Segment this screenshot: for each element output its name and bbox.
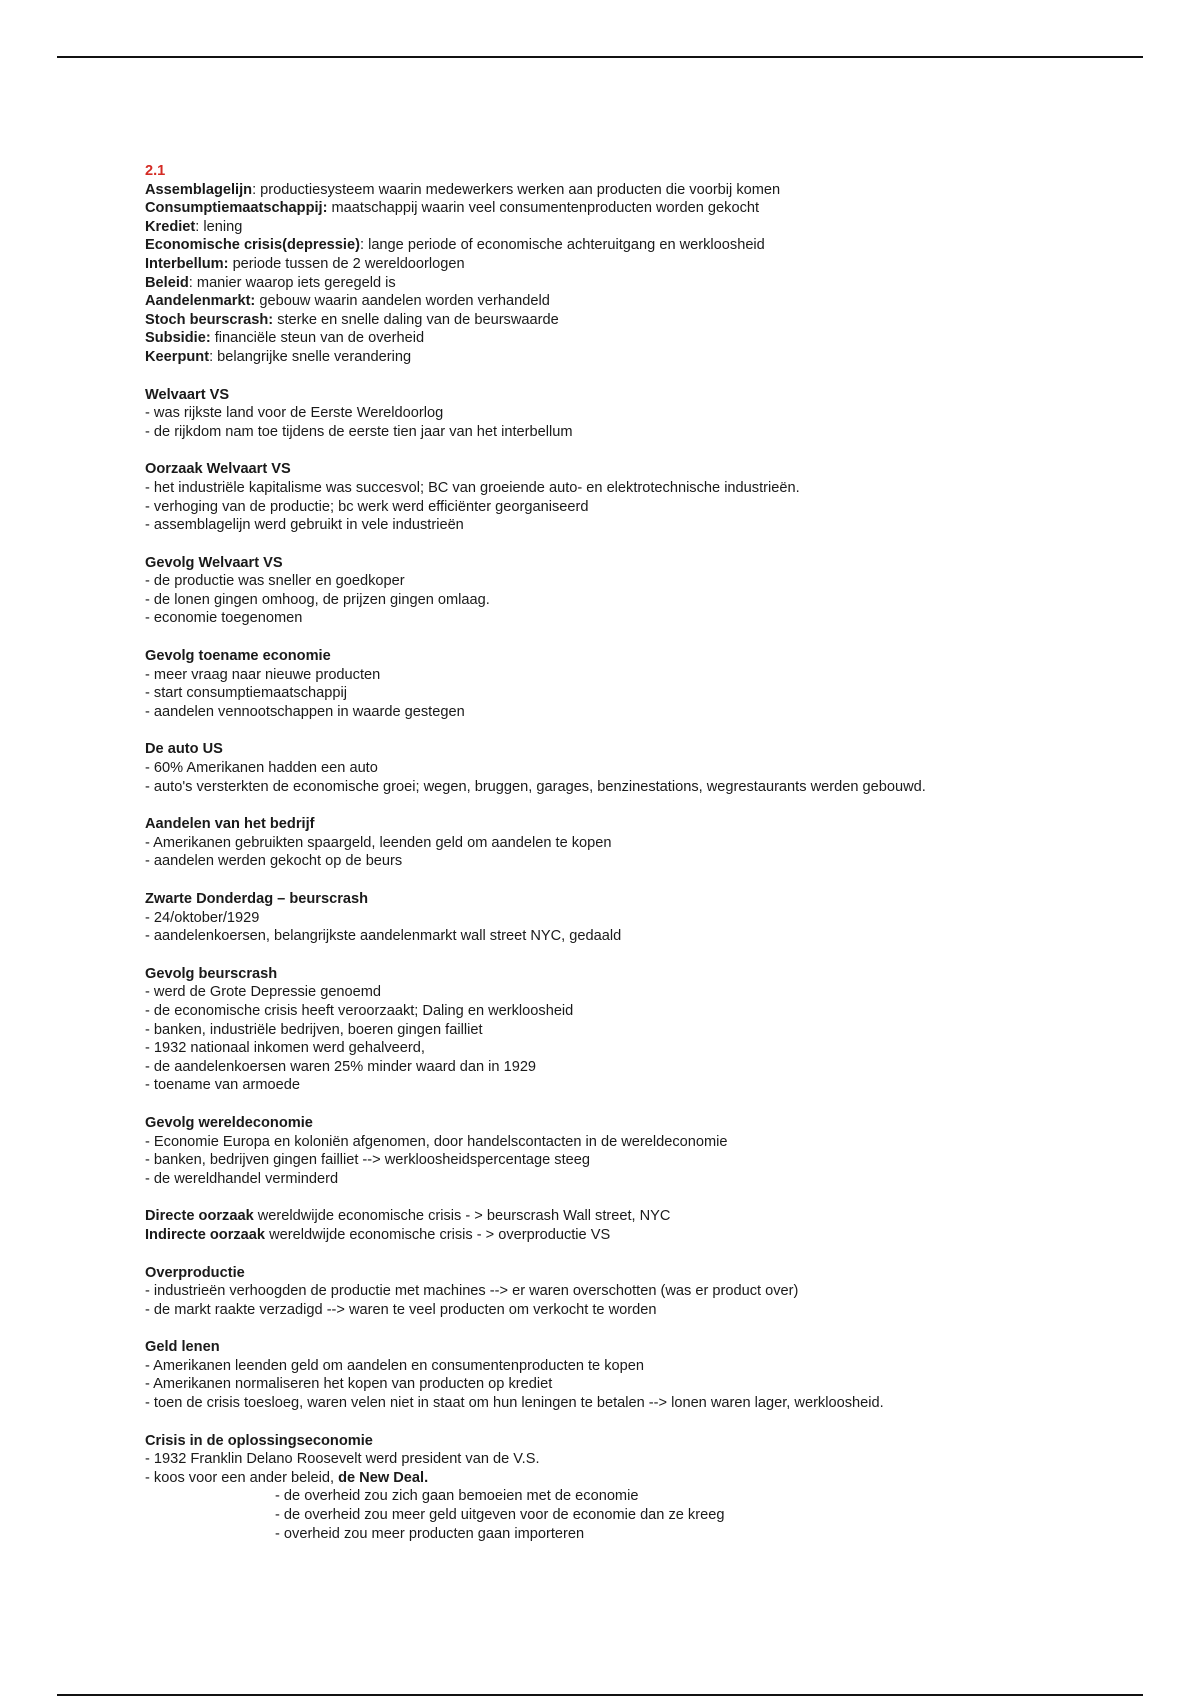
list-item: - banken, bedrijven gingen failliet --> werkloosheidspercentage steeg <box>145 1152 590 1169</box>
cause-line: Indirecte oorzaak wereldwijde economische crisis - > overproductie VS <box>145 1226 611 1243</box>
section-heading: Crisis in de oplossingseconomie <box>145 1432 373 1449</box>
list-item: - de lonen gingen omhoog, de prijzen gingen omlaag. <box>145 591 490 608</box>
list-item: - auto's versterkten de economische groei; wegen, bruggen, garages, benzinestations, wegrestaurants werden gebouwd. <box>145 778 926 795</box>
section-number: 2.1 <box>145 163 166 179</box>
list-item: - de aandelenkoersen waren 25% minder waard dan in 1929 <box>145 1058 537 1075</box>
header-rule <box>57 56 1143 58</box>
list-item: - aandelenkoersen, belangrijkste aandelenmarkt wall street NYC, gedaald <box>145 928 622 945</box>
list-item: - Amerikanen leenden geld om aandelen en consumentenproducten te kopen <box>145 1357 644 1374</box>
list-item: - het industriële kapitalisme was succesvol; BC van groeiende auto- en elektrotechnische industrieën. <box>145 479 800 496</box>
sections-group <box>145 386 1145 1189</box>
list-item: - de productie was sneller en goedkoper <box>145 573 405 590</box>
definition: Aandelenmarkt: gebouw waarin aandelen worden verhandeld <box>145 293 550 310</box>
section-heading: Gevolg beurscrash <box>145 965 278 982</box>
footer-rule <box>57 1694 1143 1696</box>
definition: Krediet: lening <box>145 218 243 235</box>
definition: Subsidie: financiële steun van de overheid <box>145 330 425 347</box>
list-item: - de economische crisis heeft veroorzaakt; Daling en werkloosheid <box>145 1002 574 1019</box>
definition: Economische crisis(depressie): lange periode of economische achteruitgang en werkloosheid <box>145 237 765 254</box>
section-heading: Gevolg wereldeconomie <box>145 1114 313 1131</box>
section-crisis-oplossing <box>145 1432 1145 1544</box>
section-heading: Oorzaak Welvaart VS <box>145 461 291 478</box>
list-item: - verhoging van de productie; bc werk werd efficiënter georganiseerd <box>145 498 589 515</box>
list-item: - meer vraag naar nieuwe producten <box>145 666 381 683</box>
list-item: - de wereldhandel verminderd <box>145 1170 339 1187</box>
section <box>145 647 1145 721</box>
sub-list-item: - de overheid zou meer geld uitgeven voor de economie dan ze kreeg <box>275 1507 725 1524</box>
definition: Consumptiemaatschappij: maatschappij waarin veel consumentenproducten worden gekocht <box>145 200 760 217</box>
list-item: - Amerikanen gebruikten spaargeld, leenden geld om aandelen te kopen <box>145 834 612 851</box>
section-heading: De auto US <box>145 741 223 758</box>
document-page <box>145 162 1145 1543</box>
list-item: - industrieën verhoogden de productie met machines --> er waren overschotten (was er product over) <box>145 1283 799 1300</box>
section-heading: Gevolg toename economie <box>145 648 331 665</box>
section <box>145 1114 1145 1188</box>
causes-block <box>145 1207 1145 1244</box>
list-item: - werd de Grote Depressie genoemd <box>145 984 382 1001</box>
sub-list-item: - overheid zou meer producten gaan importeren <box>275 1525 585 1542</box>
section <box>145 1264 1145 1320</box>
list-item: - 1932 Franklin Delano Roosevelt werd president van de V.S. <box>145 1451 540 1468</box>
list-item: - toen de crisis toesloeg, waren velen niet in staat om hun leningen te betalen --> lonen waren lager, werkloosheid. <box>145 1395 884 1412</box>
section-heading: Gevolg Welvaart VS <box>145 554 283 571</box>
list-item: - Economie Europa en koloniën afgenomen, door handelscontacten in de wereldeconomie <box>145 1133 728 1150</box>
definition: Stoch beurscrash: sterke en snelle daling van de beurswaarde <box>145 311 559 328</box>
definition: Interbellum: periode tussen de 2 wereldoorlogen <box>145 255 465 272</box>
list-item: - aandelen vennootschappen in waarde gestegen <box>145 703 465 720</box>
section <box>145 965 1145 1095</box>
definitions-list <box>145 181 1145 367</box>
list-item: - koos voor een ander beleid, de New Deal. <box>145 1469 429 1486</box>
list-item: - de markt raakte verzadigd --> waren te veel producten om verkocht te worden <box>145 1301 657 1318</box>
definition: Assemblagelijn: productiesysteem waarin medewerkers werken aan producten die voorbij komen <box>145 181 781 198</box>
list-item: - banken, industriële bedrijven, boeren gingen failliet <box>145 1021 483 1038</box>
list-item: - de rijkdom nam toe tijdens de eerste tien jaar van het interbellum <box>145 423 573 440</box>
list-item: - toename van armoede <box>145 1077 300 1094</box>
section-heading: Geld lenen <box>145 1339 220 1356</box>
definition: Beleid: manier waarop iets geregeld is <box>145 274 396 291</box>
section-heading: Welvaart VS <box>145 386 230 403</box>
list-item: - 24/oktober/1929 <box>145 909 260 926</box>
definition: Keerpunt: belangrijke snelle verandering <box>145 348 412 365</box>
section-heading: Zwarte Donderdag – beurscrash <box>145 891 369 907</box>
list-item: - economie toegenomen <box>145 610 303 627</box>
section <box>145 460 1145 534</box>
section <box>145 740 1145 796</box>
list-item: - aandelen werden gekocht op de beurs <box>145 853 403 870</box>
cause-line: Directe oorzaak wereldwijde economische crisis - > beurscrash Wall street, NYC <box>145 1208 671 1225</box>
section <box>145 1338 1145 1412</box>
section <box>145 890 1145 946</box>
list-item: - start consumptiemaatschappij <box>145 685 347 702</box>
section <box>145 815 1145 871</box>
list-item: - assemblagelijn werd gebruikt in vele industrieën <box>145 517 464 534</box>
sections-group <box>145 1264 1145 1413</box>
list-item: - was rijkste land voor de Eerste Wereldoorlog <box>145 405 444 422</box>
section <box>145 386 1145 442</box>
section-heading: Aandelen van het bedrijf <box>145 816 315 833</box>
list-item: - Amerikanen normaliseren het kopen van producten op krediet <box>145 1376 553 1393</box>
section-heading: Overproductie <box>145 1264 245 1281</box>
section <box>145 554 1145 628</box>
list-item: - 60% Amerikanen hadden een auto <box>145 760 378 777</box>
list-item: - 1932 nationaal inkomen werd gehalveerd, <box>145 1040 425 1057</box>
sub-list-item: - de overheid zou zich gaan bemoeien met de economie <box>275 1488 639 1505</box>
